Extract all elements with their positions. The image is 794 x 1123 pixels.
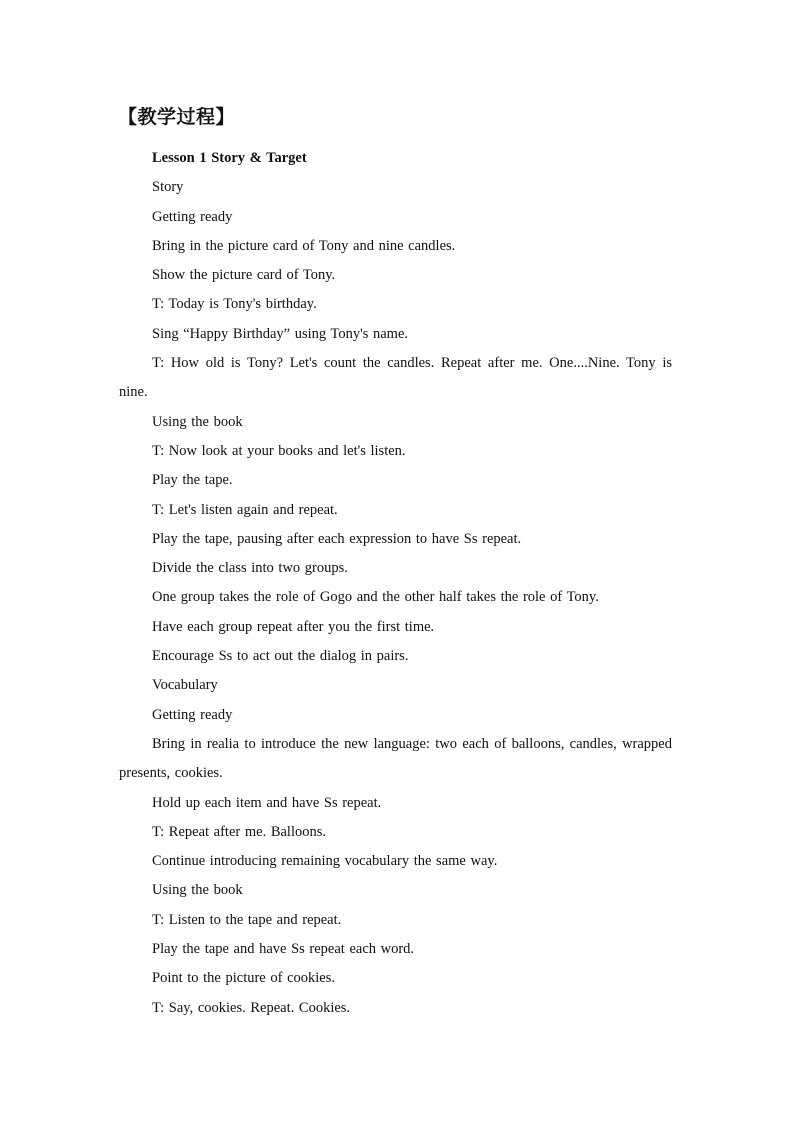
body-paragraph: Using the book [152, 882, 243, 899]
body-paragraph: Show the picture card of Tony. [152, 267, 336, 284]
body-paragraph: Sing “Happy Birthday” using Tony's name. [152, 325, 409, 342]
body-paragraph: Play the tape. [152, 472, 233, 489]
body-paragraph: Continue introducing remaining vocabulary the same way. [152, 853, 498, 870]
body-paragraph: Encourage Ss to act out the dialog in pairs. [152, 648, 409, 665]
body-paragraph: Have each group repeat after you the first time. [152, 618, 435, 635]
body-paragraph: T: Say, cookies. Repeat. Cookies. [152, 999, 351, 1016]
body-paragraph: Play the tape and have Ss repeat each word. [152, 941, 415, 958]
body-paragraph: Getting ready [152, 706, 233, 723]
body-paragraph: T: Today is Tony's birthday. [152, 296, 317, 313]
body-paragraph: One group takes the role of Gogo and the other half takes the role of Tony. [152, 589, 599, 606]
body-paragraph: Bring in realia to introduce the new language: two each of balloons, candles, wrapped presents, cookies. [119, 735, 672, 782]
body-paragraph: T: Now look at your books and let's listen. [152, 442, 406, 459]
section-heading: 【教学过程】 [118, 106, 236, 128]
body-paragraph: T: Listen to the tape and repeat. [152, 911, 342, 928]
body-paragraph: Point to the picture of cookies. [152, 970, 335, 987]
body-paragraph: Hold up each item and have Ss repeat. [152, 794, 382, 811]
body-paragraph: Play the tape, pausing after each expression to have Ss repeat. [152, 530, 522, 547]
lesson-body [119, 144, 672, 1023]
body-paragraph: Vocabulary [152, 677, 218, 694]
body-paragraph: Story [152, 179, 184, 196]
body-paragraph: T: Let's listen again and repeat. [152, 501, 338, 518]
body-paragraph: T: How old is Tony? Let's count the candles. Repeat after me. One....Nine. Tony is nine. [119, 355, 672, 401]
body-paragraph: Getting ready [152, 208, 233, 225]
body-paragraph: T: Repeat after me. Balloons. [152, 823, 326, 840]
body-paragraph: Divide the class into two groups. [152, 560, 348, 577]
body-paragraph: Bring in the picture card of Tony and nine candles. [152, 237, 456, 254]
body-paragraph: Using the book [152, 413, 243, 430]
lesson-title: Lesson 1 Story & Target [152, 150, 307, 166]
